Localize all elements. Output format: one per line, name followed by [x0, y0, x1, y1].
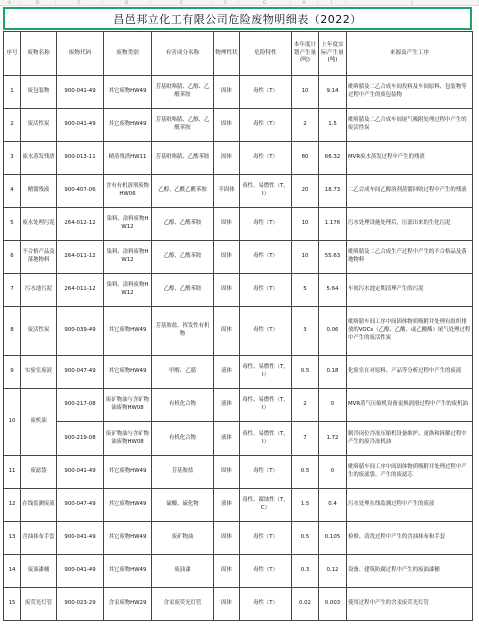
cell-name[interactable]: 废滤袋 [21, 456, 57, 489]
cell-plan[interactable]: 20 [292, 175, 319, 208]
cell-category[interactable]: 其它废物HW49 [104, 489, 152, 522]
column-letter[interactable]: F [213, 0, 239, 5]
cell-category[interactable]: 废矿物油与含矿物油废物HW08 [104, 389, 152, 422]
cell-hazard[interactable]: 乙醇、乙酰苯胺 [152, 208, 214, 241]
cell-category[interactable]: 染料、涂料废物HW12 [104, 274, 152, 307]
cell-plan[interactable]: 2 [292, 389, 319, 422]
cell-name[interactable]: 废水处理污泥 [21, 208, 57, 241]
cell-no[interactable]: 10 [4, 389, 21, 456]
cell-state[interactable]: 固体 [214, 76, 240, 109]
cell-source[interactable]: 污水处理设施处理后，压滤出来的生化污泥 [347, 208, 473, 241]
cell-category[interactable]: 其它废物HW49 [104, 76, 152, 109]
cell-source[interactable]: 二乙合成车间乙醇溶剂蒸馏回收过程中产生的残液 [347, 175, 473, 208]
cell-code[interactable]: 900-023-29 [57, 588, 104, 621]
cell-code[interactable]: 900-047-49 [57, 356, 104, 389]
cell-source[interactable]: 制冷岗位冷冻压缩机设备维护、更换和拆解过程中产生的废冷冻机油 [347, 422, 473, 456]
cell-hazard[interactable]: 芳基胺盐 [152, 456, 214, 489]
cell-source[interactable]: 使用过程中产生的含汞废荧光灯管 [347, 588, 473, 621]
cell-source[interactable]: 吡咯腈及二乙合成车间投料及车间原料、包装物等过程中产生的废包装物 [347, 76, 473, 109]
header-name[interactable]: 废物名称 [21, 32, 57, 76]
cell-no[interactable]: 5 [4, 208, 21, 241]
table-row [4, 307, 473, 356]
cell-category[interactable]: 含汞废物HW29 [104, 588, 152, 621]
header-plan[interactable]: 本年度计划产生量(吨) [292, 32, 319, 76]
cell-source[interactable]: 车间污水池定期清理产生的污泥 [347, 274, 473, 307]
header-no[interactable]: 序号 [4, 32, 21, 76]
column-letter[interactable]: C [56, 0, 103, 5]
hazardous-waste-table [3, 31, 473, 621]
cell-actual[interactable]: 1.176 [319, 208, 347, 241]
cell-risk[interactable]: 毒性、易燃性（T，I） [240, 356, 292, 389]
cell-code[interactable]: 900-039-49 [57, 307, 104, 356]
header-source[interactable]: 来源及产生工序 [347, 32, 473, 76]
column-letter[interactable]: A [0, 0, 20, 5]
cell-category[interactable]: 其它废物HW49 [104, 522, 152, 555]
cell-state[interactable]: 固体 [214, 241, 240, 274]
cell-plan[interactable]: 1.5 [292, 489, 319, 522]
cell-state[interactable]: 固体 [214, 588, 240, 621]
cell-name[interactable]: 精馏残液 [21, 175, 57, 208]
header-actual[interactable]: 上年度实际产生量(吨) [319, 32, 347, 76]
table-row [4, 522, 473, 555]
column-letter[interactable]: J [346, 0, 479, 5]
cell-code[interactable]: 900-013-11 [57, 142, 104, 175]
column-letter[interactable]: I [318, 0, 346, 5]
cell-source[interactable]: 吡咯腈车间工序中间固体物质吸附并处理有组织排放的VOCs（乙醇、乙酸、或乙酸酯）尾气处理过程中产生的废活性炭 [347, 307, 473, 356]
cell-code[interactable]: 264-011-12 [57, 241, 104, 274]
cell-source[interactable]: 检修、清洗过程中产生的含油抹布和手套 [347, 522, 473, 555]
cell-risk[interactable]: 毒性（T） [240, 307, 292, 356]
cell-no[interactable]: 1 [4, 76, 21, 109]
cell-name[interactable]: 在线监测废液 [21, 489, 57, 522]
cell-actual[interactable]: 0.4 [319, 489, 347, 522]
cell-category[interactable]: 染料、涂料废物HW12 [104, 208, 152, 241]
cell-hazard[interactable]: 甲醇、乙腈 [152, 356, 214, 389]
cell-risk[interactable]: 毒性（T） [240, 456, 292, 489]
cell-no[interactable]: 4 [4, 175, 21, 208]
table-row [4, 142, 473, 175]
cell-hazard[interactable]: 有机化合物 [152, 389, 214, 422]
cell-actual[interactable]: 0 [319, 389, 347, 422]
cell-actual[interactable]: 9.14 [319, 76, 347, 109]
cell-state[interactable]: 半固体 [214, 175, 240, 208]
table-row [4, 175, 473, 208]
cell-no[interactable]: 12 [4, 489, 21, 522]
cell-hazard[interactable]: 乙醇、乙酰乙酰苯胺 [152, 175, 214, 208]
table-row [4, 489, 473, 522]
cell-risk[interactable]: 毒性（T） [240, 208, 292, 241]
table-row [4, 422, 473, 456]
table-row [4, 241, 473, 274]
column-letter[interactable]: B [20, 0, 56, 5]
cell-risk[interactable]: 毒性、易燃性（T，I） [240, 175, 292, 208]
cell-risk[interactable]: 毒性（T） [240, 522, 292, 555]
cell-code[interactable]: 900-041-49 [57, 76, 104, 109]
cell-actual[interactable]: 1.72 [319, 422, 347, 456]
cell-source[interactable]: 吡咯腈及二乙合成生产过程中产生的不合格品及落地物料 [347, 241, 473, 274]
cell-plan[interactable]: 7 [292, 422, 319, 456]
cell-code[interactable]: 900-041-49 [57, 522, 104, 555]
cell-hazard[interactable]: 有机化合物 [152, 422, 214, 456]
cell-actual[interactable]: 18.73 [319, 175, 347, 208]
header-state[interactable]: 物理性状 [214, 32, 240, 76]
cell-risk[interactable]: 毒性、腐蚀性（T，C） [240, 489, 292, 522]
cell-no[interactable]: 6 [4, 241, 21, 274]
table-row [4, 208, 473, 241]
table-row [4, 588, 473, 621]
header-category[interactable]: 废物类别 [104, 32, 152, 76]
cell-risk[interactable]: 毒性（T） [240, 109, 292, 142]
cell-risk[interactable]: 毒性（T） [240, 142, 292, 175]
cell-name[interactable]: 废机油 [21, 389, 57, 456]
header-code[interactable]: 废物代码 [57, 32, 104, 76]
cell-hazard[interactable]: 芳基吡咯腈、乙酰苯胺 [152, 142, 214, 175]
cell-code[interactable]: 264-011-12 [57, 274, 104, 307]
table-row [4, 76, 473, 109]
spreadsheet-column-header [0, 0, 479, 6]
cell-name[interactable]: 废水蒸发残渣 [21, 142, 57, 175]
cell-source[interactable]: MVR废水蒸发过程中产生的残渣 [347, 142, 473, 175]
cell-no[interactable]: 3 [4, 142, 21, 175]
cell-name[interactable]: 废活性炭 [21, 109, 57, 142]
cell-risk[interactable]: 毒性、易燃性（T，I） [240, 389, 292, 422]
table-row [4, 274, 473, 307]
cell-code[interactable]: 264-012-12 [57, 208, 104, 241]
cell-code[interactable]: 900-219-08 [57, 422, 104, 456]
header-hazard[interactable]: 有害成分名称 [152, 32, 214, 76]
cell-actual[interactable]: 0 [319, 456, 347, 489]
cell-name[interactable]: 实验室废液 [21, 356, 57, 389]
cell-plan[interactable]: 0.5 [292, 356, 319, 389]
cell-state[interactable]: 液体 [214, 356, 240, 389]
cell-category[interactable]: 其它废物HW49 [104, 356, 152, 389]
cell-category[interactable]: 精蒸残渣HW11 [104, 142, 152, 175]
cell-category[interactable]: 染料、涂料废物HW12 [104, 241, 152, 274]
cell-plan[interactable]: 2 [292, 109, 319, 142]
cell-hazard[interactable]: 芳基吡咯腈、乙醇、乙酰苯胺 [152, 76, 214, 109]
table-row [4, 109, 473, 142]
cell-category[interactable]: 其它废物HW49 [104, 109, 152, 142]
cell-source[interactable]: 吡咯腈及二乙合成车间尾气吸附处理过程中产生的废活性炭 [347, 109, 473, 142]
cell-no[interactable]: 15 [4, 588, 21, 621]
cell-plan[interactable]: 0.5 [292, 456, 319, 489]
cell-source[interactable]: 化验室在对原料、产品等分析过程中产生的废液 [347, 356, 473, 389]
cell-actual[interactable]: 66.32 [319, 142, 347, 175]
cell-name[interactable]: 废包装物 [21, 76, 57, 109]
cell-code[interactable]: 900-407-06 [57, 175, 104, 208]
cell-plan[interactable]: 3 [292, 307, 319, 356]
cell-state[interactable]: 固体 [214, 274, 240, 307]
cell-risk[interactable]: 毒性、易燃性（T，I） [240, 422, 292, 456]
table-row [4, 389, 473, 422]
cell-no[interactable]: 2 [4, 109, 21, 142]
cell-state[interactable]: 固体 [214, 307, 240, 356]
cell-hazard[interactable]: 乙醇、乙酰苯胺 [152, 241, 214, 274]
cell-plan[interactable]: 0.3 [292, 555, 319, 588]
cell-no[interactable]: 11 [4, 456, 21, 489]
cell-hazard[interactable]: 芳基胺盐、挥发性有机物 [152, 307, 214, 356]
cell-no[interactable]: 8 [4, 307, 21, 356]
cell-plan[interactable]: 10 [292, 76, 319, 109]
cell-state[interactable]: 固体 [214, 555, 240, 588]
cell-state[interactable]: 液体 [214, 389, 240, 422]
cell-category[interactable]: 废矿物油与含矿物油废物HW08 [104, 422, 152, 456]
cell-source[interactable]: MVR蒸气压缩机设备更换润滑过程中产生的废机油 [347, 389, 473, 422]
cell-name[interactable]: 废油漆桶 [21, 555, 57, 588]
cell-source[interactable]: 污水处理在线监测过程中产生的废液 [347, 489, 473, 522]
cell-category[interactable]: 其它废物HW49 [104, 456, 152, 489]
cell-code[interactable]: 900-217-08 [57, 389, 104, 422]
cell-hazard[interactable]: 废矿物油 [152, 522, 214, 555]
table-title[interactable]: 昌邑邦立化工有限公司危险废物明细表（2022） [3, 7, 472, 30]
header-row [4, 32, 473, 76]
cell-plan[interactable]: 10 [292, 241, 319, 274]
column-letter[interactable]: E [151, 0, 213, 5]
cell-category[interactable]: 其它废物HW49 [104, 555, 152, 588]
cell-state[interactable]: 固体 [214, 142, 240, 175]
cell-state[interactable]: 液体 [214, 489, 240, 522]
cell-code[interactable]: 900-041-49 [57, 555, 104, 588]
cell-hazard[interactable]: 含汞废荧光灯管 [152, 588, 214, 621]
cell-source[interactable]: 设备、建筑防腐过程中产生的废油漆桶 [347, 555, 473, 588]
cell-actual[interactable]: 0.105 [319, 522, 347, 555]
header-risk[interactable]: 危险特性 [240, 32, 292, 76]
cell-risk[interactable]: 毒性（T） [240, 76, 292, 109]
cell-state[interactable]: 固体 [214, 456, 240, 489]
cell-actual[interactable]: 0.12 [319, 555, 347, 588]
cell-plan[interactable]: 5 [292, 274, 319, 307]
cell-no[interactable]: 13 [4, 522, 21, 555]
cell-plan[interactable]: 10 [292, 208, 319, 241]
table-row [4, 356, 473, 389]
cell-no[interactable]: 7 [4, 274, 21, 307]
cell-state[interactable]: 固体 [214, 522, 240, 555]
cell-no[interactable]: 14 [4, 555, 21, 588]
cell-category[interactable]: 其它废物HW49 [104, 307, 152, 356]
cell-name[interactable]: 含油抹布手套 [21, 522, 57, 555]
column-letter[interactable]: H [291, 0, 318, 5]
cell-hazard[interactable]: 废油漆 [152, 555, 214, 588]
column-letter[interactable]: D [103, 0, 151, 5]
cell-risk[interactable]: 毒性（T） [240, 274, 292, 307]
cell-actual[interactable]: 5.64 [319, 274, 347, 307]
cell-risk[interactable]: 毒性（T） [240, 555, 292, 588]
table-row [4, 555, 473, 588]
cell-name[interactable]: 废活性炭 [21, 307, 57, 356]
cell-hazard[interactable]: 乙醇、乙酰苯胺 [152, 274, 214, 307]
cell-actual[interactable]: 0.003 [319, 588, 347, 621]
cell-actual[interactable]: 55.63 [319, 241, 347, 274]
cell-hazard[interactable]: 芳基吡咯腈、乙醇、乙酰苯胺 [152, 109, 214, 142]
cell-plan[interactable]: 0.5 [292, 522, 319, 555]
cell-actual[interactable]: 1.5 [319, 109, 347, 142]
cell-plan[interactable]: 0.02 [292, 588, 319, 621]
cell-actual[interactable]: 0.18 [319, 356, 347, 389]
cell-state[interactable]: 液体 [214, 422, 240, 456]
cell-code[interactable]: 900-041-49 [57, 456, 104, 489]
cell-plan[interactable]: 80 [292, 142, 319, 175]
cell-state[interactable]: 固体 [214, 208, 240, 241]
cell-name[interactable]: 污水池污泥 [21, 274, 57, 307]
cell-name[interactable]: 废荧光灯管 [21, 588, 57, 621]
cell-state[interactable]: 固体 [214, 109, 240, 142]
cell-source[interactable]: 吡咯腈车间工序中间固体物质吸附并处理过程中产生的废滤袋、产生的废滤芯 [347, 456, 473, 489]
cell-name[interactable]: 不合格产品及落地物料 [21, 241, 57, 274]
cell-hazard[interactable]: 硫酸、硫化物 [152, 489, 214, 522]
cell-actual[interactable]: 0.06 [319, 307, 347, 356]
cell-code[interactable]: 900-047-49 [57, 489, 104, 522]
column-letter[interactable]: G [239, 0, 291, 5]
cell-code[interactable]: 900-041-49 [57, 109, 104, 142]
cell-category[interactable]: 含有有机溶剂废物HW06 [104, 175, 152, 208]
cell-risk[interactable]: 毒性（T） [240, 588, 292, 621]
table-row [4, 456, 473, 489]
cell-no[interactable]: 9 [4, 356, 21, 389]
cell-risk[interactable]: 毒性（T） [240, 241, 292, 274]
